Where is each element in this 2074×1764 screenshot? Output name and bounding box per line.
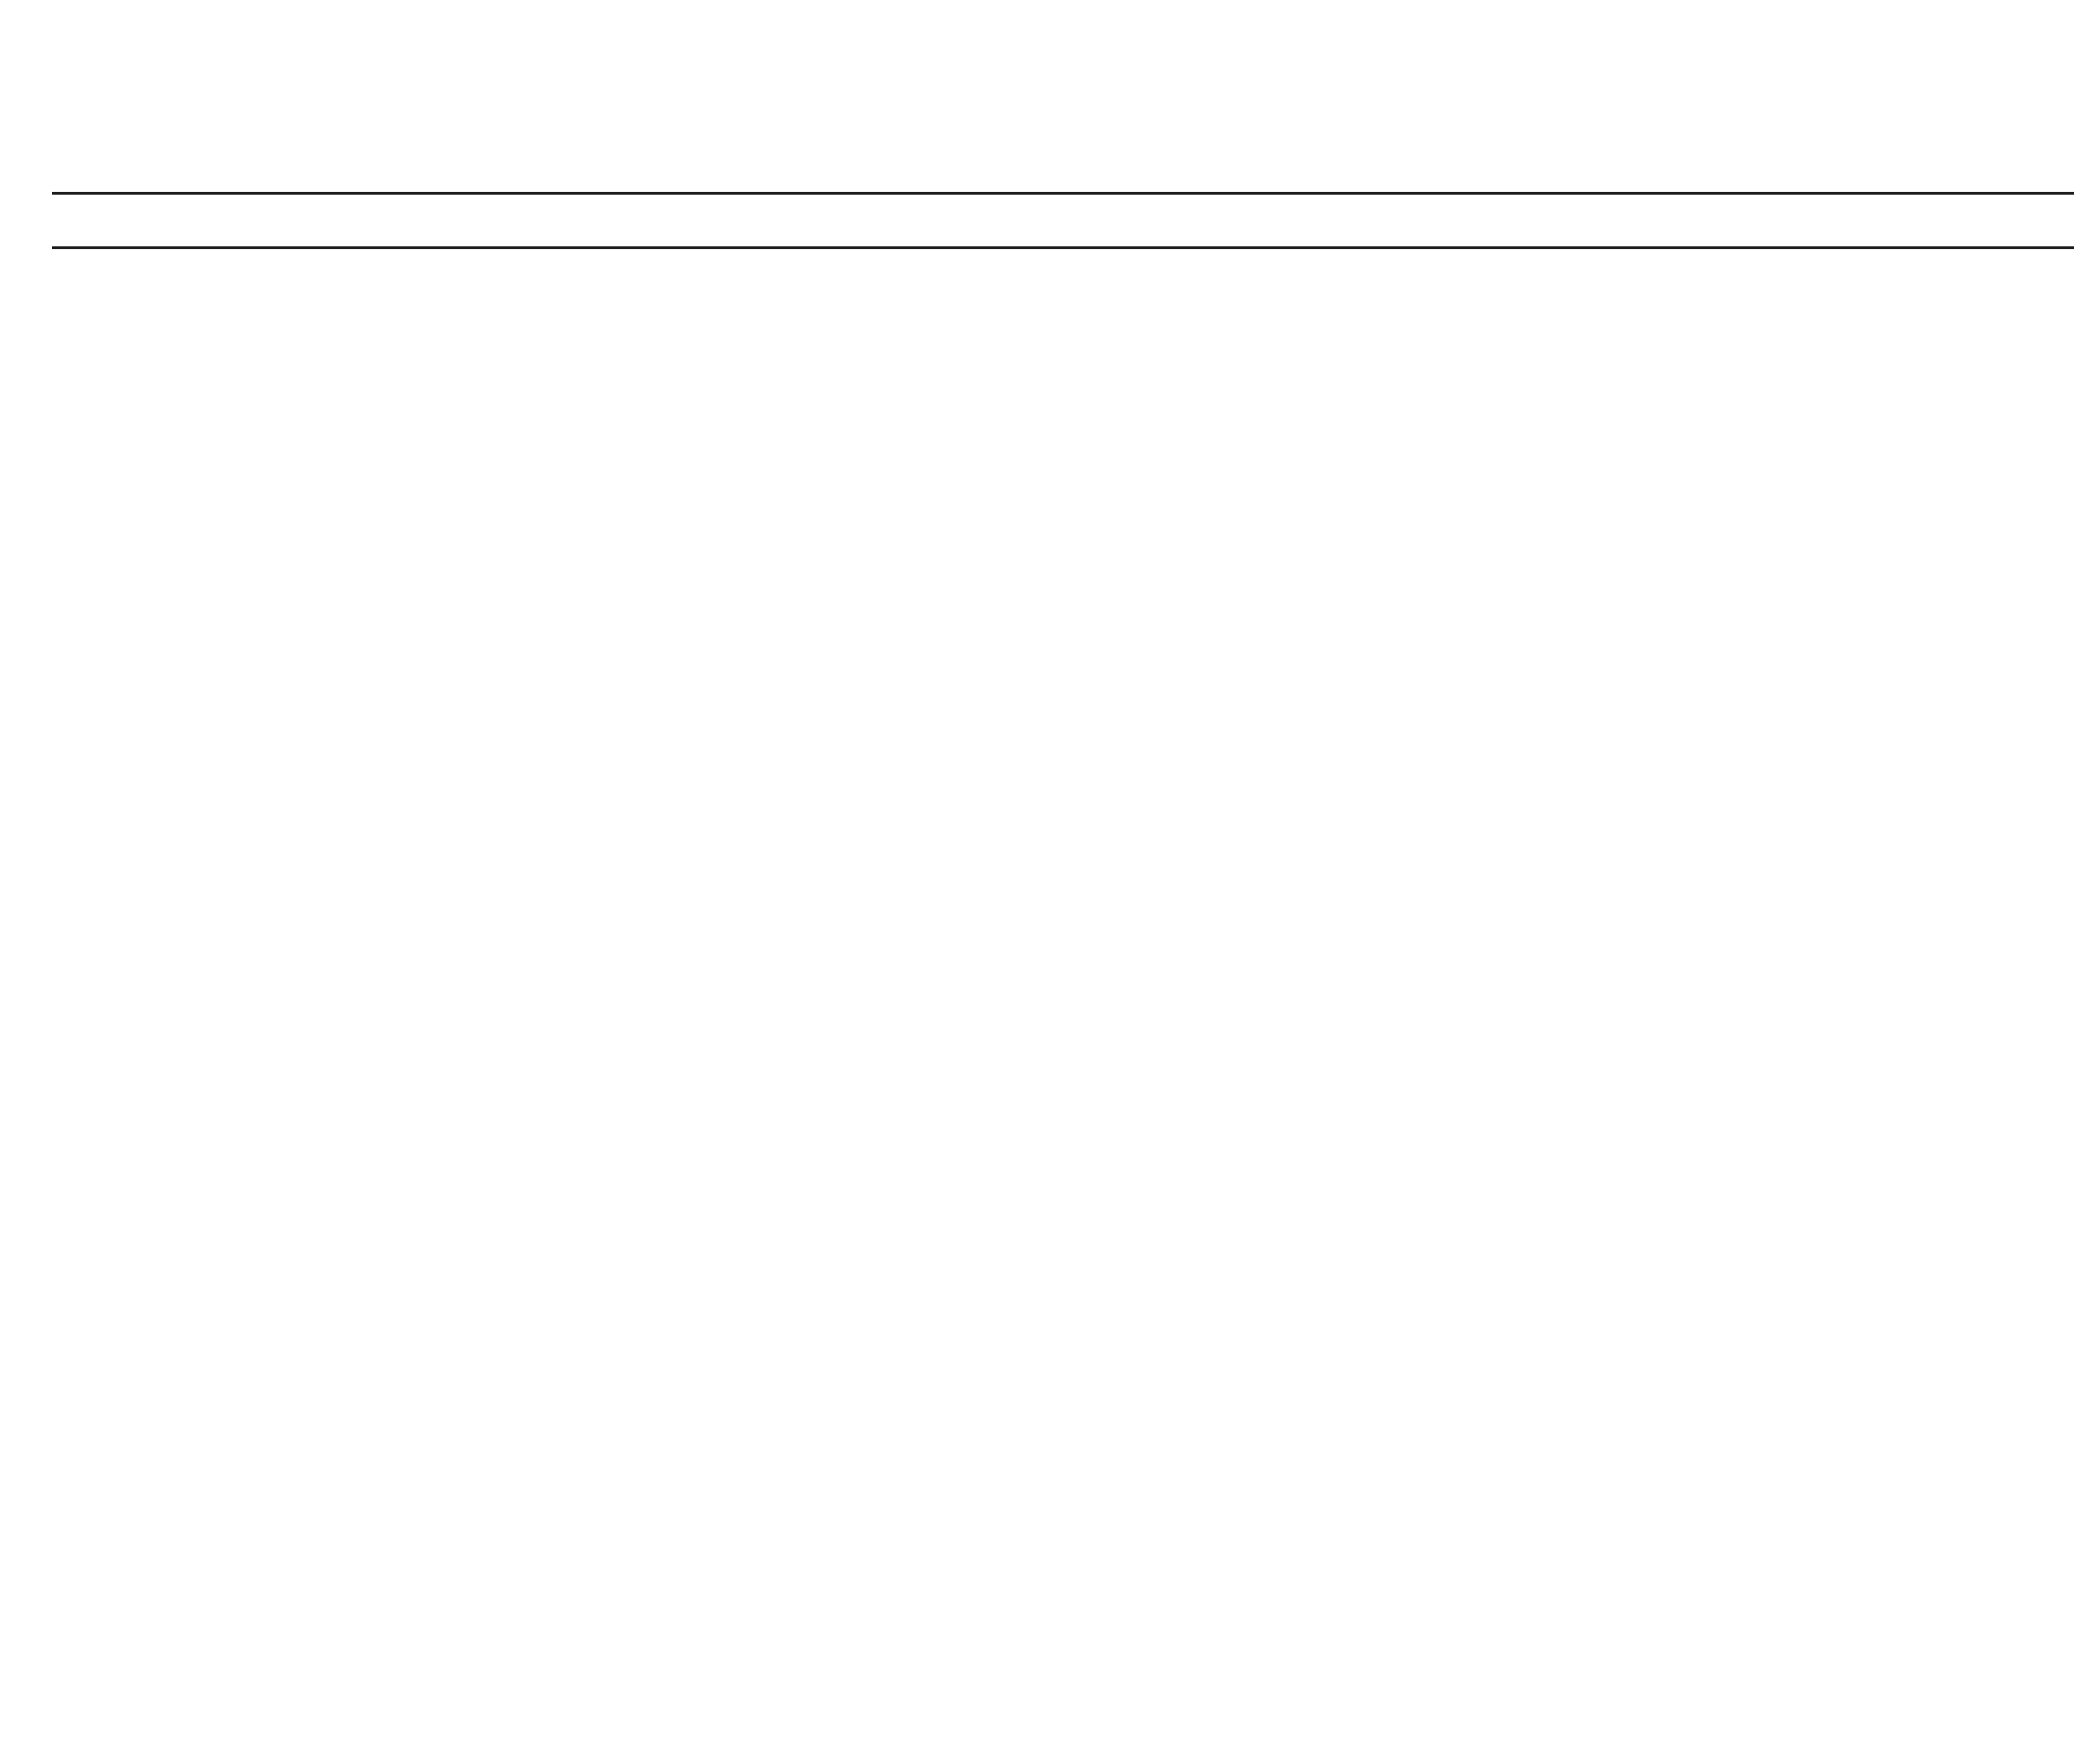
header-rule-bottom <box>52 246 2074 249</box>
header-rule-top <box>52 192 2074 195</box>
